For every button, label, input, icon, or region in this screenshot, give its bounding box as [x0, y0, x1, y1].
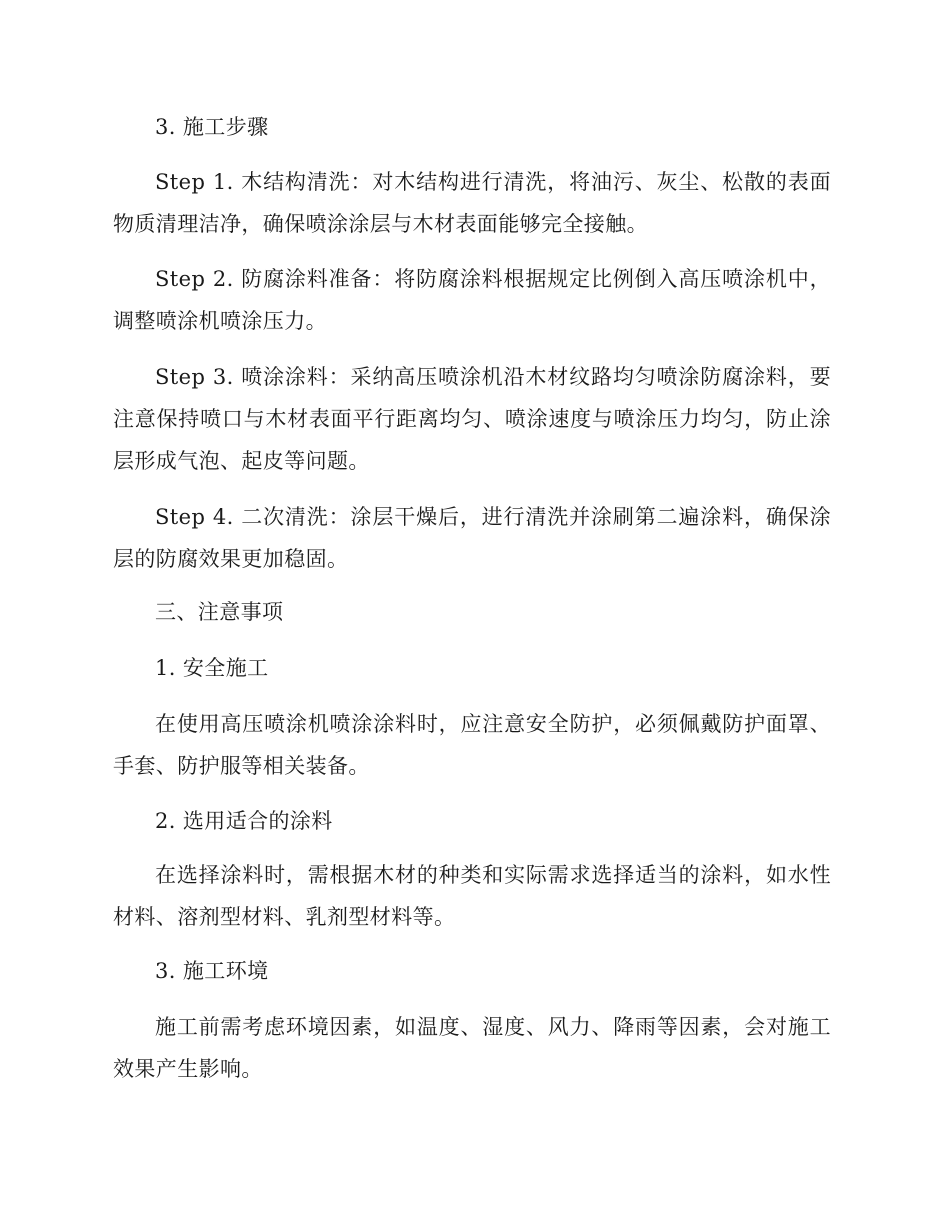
environment-paragraph: 施工前需考虑环境因素，如温度、湿度、风力、降雨等因素，会对施工效果产生影响。 — [113, 1015, 831, 1081]
coating-paragraph: 在选择涂料时，需根据木材的种类和实际需求选择适当的涂料，如水性材料、溶剂型材料、乳剂型材料等。 — [113, 863, 831, 929]
step-1-paragraph: Step 1. 木结构清洗：对木结构进行清洗，将油污、灰尘、松散的表面物质清理洁净，确保喷涂涂层与木材表面能够完全接触。 — [113, 170, 831, 236]
step-2-paragraph: Step 2. 防腐涂料准备：将防腐涂料根据规定比例倒入高压喷涂机中，调整喷涂机喷涂压力。 — [113, 267, 831, 333]
notes-heading: 三、注意事项 — [155, 600, 284, 624]
safety-paragraph: 在使用高压喷涂机喷涂涂料时，应注意安全防护，必须佩戴防护面罩、手套、防护服等相关装备。 — [113, 712, 831, 778]
step-3-paragraph: Step 3. 喷涂涂料：采纳高压喷涂机沿木材纹路均匀喷涂防腐涂料，要注意保持喷口与木材表面平行距离均匀、喷涂速度与喷涂压力均匀，防止涂层形成气泡、起皮等问题。 — [113, 365, 831, 473]
environment-heading: 3. 施工环境 — [155, 959, 269, 983]
coating-heading: 2. 选用适合的涂料 — [155, 809, 333, 833]
construction-steps-heading: 3. 施工步骤 — [155, 115, 269, 139]
safety-heading: 1. 安全施工 — [155, 656, 269, 680]
step-4-paragraph: Step 4. 二次清洗：涂层干燥后，进行清洗并涂刷第二遍涂料，确保涂层的防腐效果更加稳固。 — [113, 505, 831, 571]
